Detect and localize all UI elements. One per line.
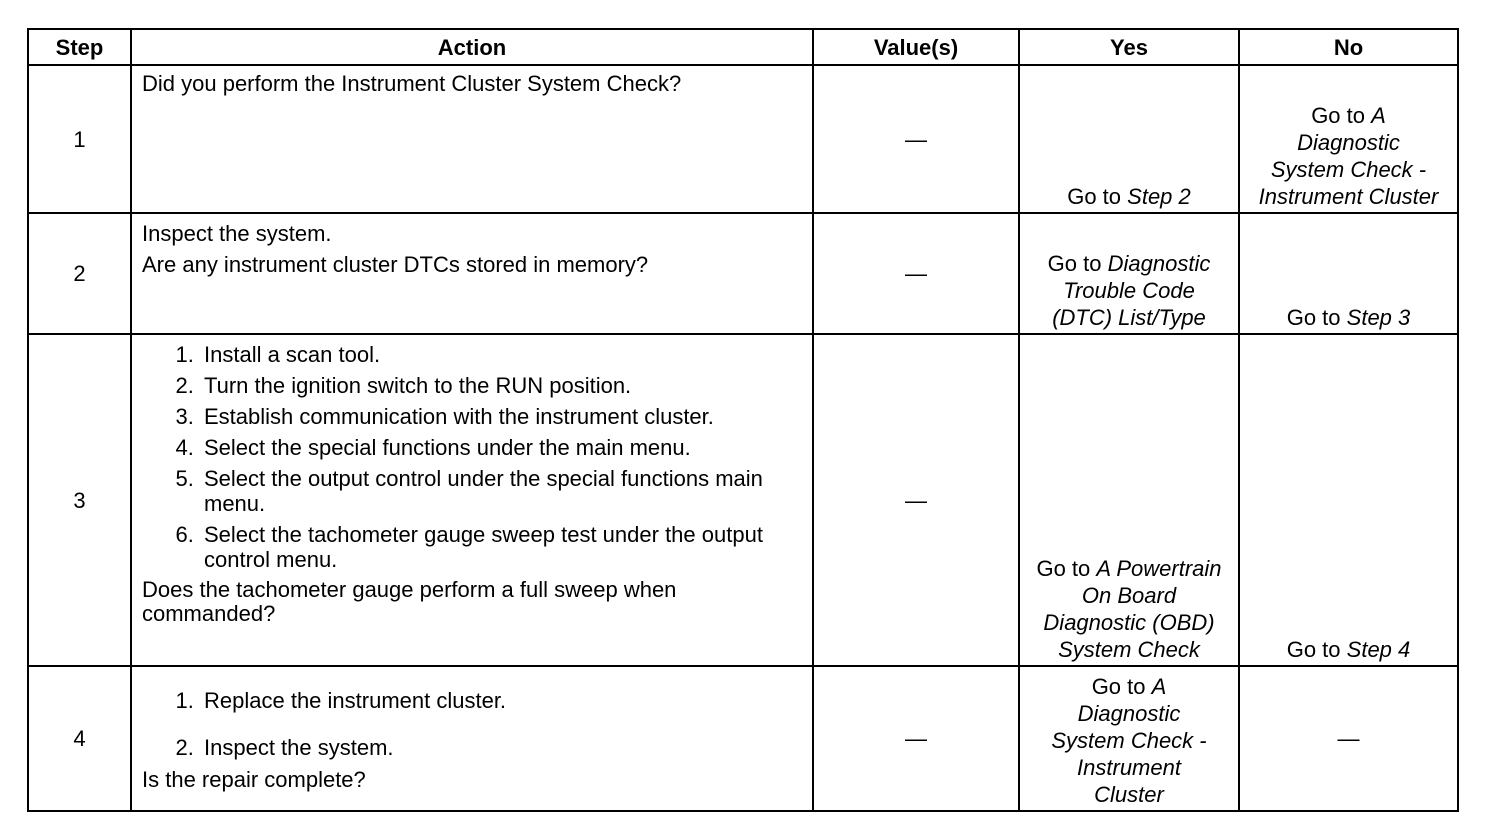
header-values: Value(s): [813, 29, 1019, 65]
table-row: [28, 65, 1458, 213]
action-question: Did you perform the Instrument Cluster System Check?: [142, 71, 682, 96]
action-step: 6. Select the tachometer gauge sweep test under the output control menu.: [200, 522, 802, 572]
table-row: [28, 666, 1458, 811]
table-row: [28, 213, 1458, 334]
no-cell: [1239, 65, 1458, 213]
value-cell: —: [813, 666, 1019, 811]
yes-cell: [1019, 65, 1239, 213]
action-step: 4. Select the special functions under the main menu.: [200, 435, 802, 460]
step-number: 3: [28, 334, 131, 666]
value-cell: —: [813, 65, 1019, 213]
header-step: Step: [28, 29, 131, 65]
action-cell: [131, 65, 813, 213]
no-link[interactable]: Step 3: [1346, 305, 1411, 330]
action-cell: [131, 666, 813, 811]
yes-cell: [1019, 334, 1239, 666]
action-step: 3. Establish communication with the instrument cluster.: [200, 404, 802, 429]
action-step: 5. Select the output control under the special functions main menu.: [200, 466, 802, 516]
yes-link[interactable]: A Diagnostic System Check - Instrument Cluster: [1051, 674, 1207, 807]
yes-cell: [1019, 213, 1239, 334]
header-yes: Yes: [1019, 29, 1239, 65]
action-question: Does the tachometer gauge perform a full sweep when commanded?: [142, 577, 677, 626]
yes-cell: [1019, 666, 1239, 811]
action-step: 2. Inspect the system.: [200, 735, 802, 760]
value-cell: —: [813, 213, 1019, 334]
diagnostic-table: [27, 28, 1459, 812]
action-steps: [142, 342, 802, 572]
no-link[interactable]: Step 4: [1346, 637, 1411, 662]
no-cell: [1239, 334, 1458, 666]
action-question: Are any instrument cluster DTCs stored in memory?: [142, 252, 649, 277]
action-steps: [142, 688, 802, 760]
action-step: 2. Turn the ignition switch to the RUN position.: [200, 373, 802, 398]
yes-prefix: Go to: [1067, 184, 1122, 209]
yes-prefix: Go to: [1091, 674, 1146, 699]
action-cell: [131, 213, 813, 334]
yes-link[interactable]: Step 2: [1127, 184, 1191, 209]
no-cell: [1239, 213, 1458, 334]
yes-link[interactable]: A Powertrain On Board Diagnostic (OBD) System Check: [1043, 556, 1222, 662]
action-cell: [131, 334, 813, 666]
step-number: 1: [28, 65, 131, 213]
yes-prefix: Go to: [1036, 556, 1091, 581]
no-link[interactable]: A Diagnostic System Check - Instrument Cluster: [1258, 103, 1439, 209]
table-row: [28, 334, 1458, 666]
header-no: No: [1239, 29, 1458, 65]
header-action: Action: [131, 29, 813, 65]
action-question: Is the repair complete?: [142, 766, 366, 792]
no-cell: —: [1239, 666, 1458, 811]
step-number: 2: [28, 213, 131, 334]
no-prefix: Go to: [1311, 103, 1365, 128]
action-step: 1. Install a scan tool.: [200, 342, 802, 367]
yes-prefix: Go to: [1047, 251, 1102, 276]
action-intro: Inspect the system.: [142, 221, 332, 246]
no-prefix: Go to: [1286, 305, 1341, 330]
value-cell: —: [813, 334, 1019, 666]
step-number: 4: [28, 666, 131, 811]
action-step: 1. Replace the instrument cluster.: [200, 688, 802, 713]
header-row: [28, 29, 1458, 65]
no-prefix: Go to: [1286, 637, 1341, 662]
yes-link[interactable]: Diagnostic Trouble Code (DTC) List/Type: [1052, 251, 1211, 330]
